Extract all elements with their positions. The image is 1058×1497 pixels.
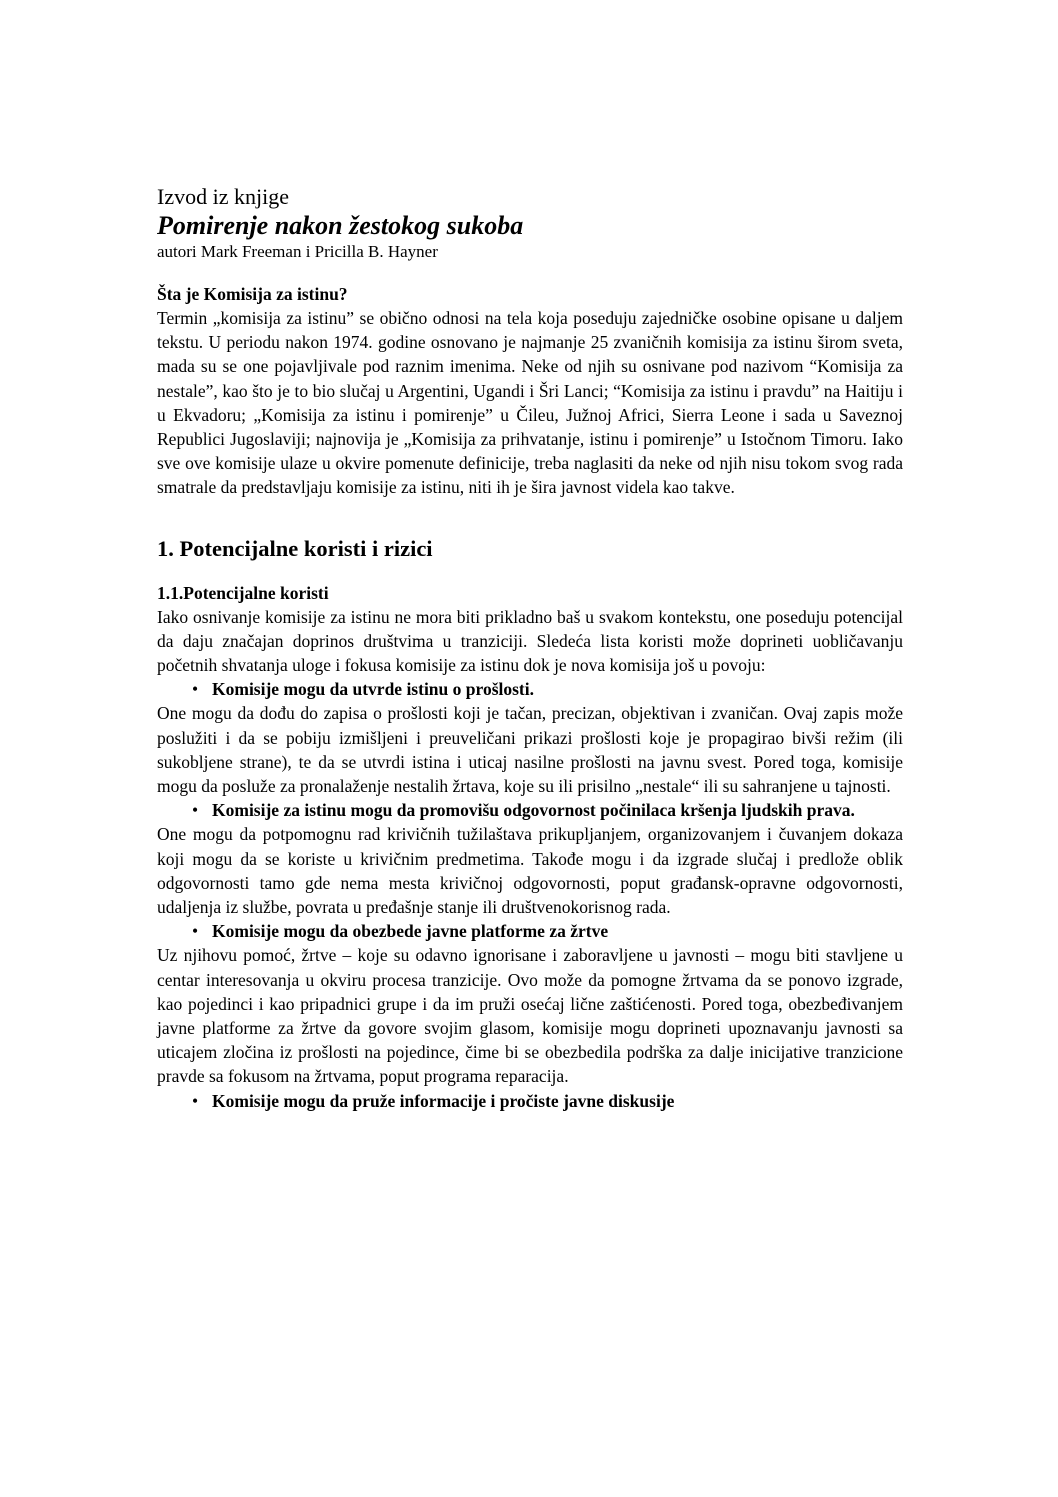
intro-heading: Šta je Komisija za istinu? <box>157 284 348 304</box>
bullet-icon: • <box>192 1090 199 1111</box>
section-title: 1. Potencijalne koristi i rizici <box>157 535 433 561</box>
bullet-heading: Komisije mogu da pruže informacije i pročiste javne diskusije <box>212 1090 675 1111</box>
subsection-title: 1.1.Potencijalne koristi <box>157 582 329 603</box>
bullet-item <box>157 798 903 822</box>
book-title: Pomirenje nakon žestokog sukoba <box>157 211 524 240</box>
bullet-icon: • <box>192 921 199 942</box>
bullet-paragraph: One mogu da potpomognu rad krivičnih tužilaštava prikupljanjem, organizovanjem i čuvanjem dokaza koji mogu da se koriste u krivičnim predmetima. Takođe mogu i da izgrade slučaj i predlože oblik odgovornosti tamo gde nema mesta krivičnoj odgovornosti, poput građansk-opravne odgovornosti, udaljenja iz službe, povrata u pređašnje stanje ili društvenokorisnog rada. <box>157 824 903 918</box>
bullet-paragraph: Uz njihovu pomoć, žrtve – koje su odavno ignorisane i zaboravljene u javnosti – mogu biti stavljene u centar interesovanja u okviru procesa tranzicije. Ovo može da pomogne žrtvama da se ponovo izgrade, kao pojedinci i kao pripadnici grupe i da im pruži osećaj lične zaštićenosti. Pored toga, obezbeđivanjem javne platforme za žrtve da govore svojim glasom, komisije mogu doprineti upoznavanju javnosti sa uticajem zločina iz prošlosti na pojedince, čime bi se obezbedila podrška za dalje inicijative tranzicione pravde sa fokusom na žrtvama, poput programa reparacija. <box>157 945 903 1087</box>
subsection-intro-paragraph: Iako osnivanje komisije za istinu ne mora biti prikladno baš u svakom kontekstu, one poseduju potencijal da daju značajan doprinos društvima u tranziciji. Sledeća lista koristi može doprineti uobličavanju početnih shvatanja uloge i fokusa komisije za istinu dok je nova komisija još u povoju: <box>157 606 903 676</box>
bullet-icon: • <box>192 679 199 700</box>
bullet-item <box>157 1089 903 1113</box>
bullet-heading: Komisije za istinu mogu da promovišu odgovornost počinilaca kršenja ljudskih prava. <box>212 800 855 821</box>
intro-paragraph: Termin „komisija za istinu” se obično odnosi na tela koja poseduju zajedničke osobine opisane u daljem tekstu. U periodu nakon 1974. godine osnovano je najmanje 25 zvaničnih komisija za istinu širom sveta, mada su se one pojavljivale pod raznim imenima. Neke od njih su osnivane pod nazivom “Komisija za nestale”, kao što je to bio slučaj u Argentini, Ugandi i Šri Lanci; “Komisija za istinu i pravdu” na Haitiju i u Ekvadoru; „Komisija za istinu i pomirenje” u Čileu, Južnoj Africi, Sierra Leone i sada u Saveznoj Republici Jugoslaviji; najnovija je „Komisija za prihvatanje, istinu i pomirenje” u Istočnom Timoru. Iako sve ove komisije ulaze u okvire pomenute definicije, treba naglasiti da neke od njih nisu tokom svog rada smatrale da predstavljaju komisije za istinu, niti ih je šira javnost videla kao takve. <box>157 308 903 498</box>
authors-line: autori Mark Freeman i Pricilla B. Hayner <box>157 242 438 261</box>
bullet-item <box>157 919 903 943</box>
document-page <box>157 184 903 1113</box>
document-kicker: Izvod iz knjige <box>157 184 289 209</box>
bullet-heading: Komisije mogu da utvrde istinu o prošlosti. <box>212 679 534 700</box>
bullet-paragraph: One mogu da dođu do zapisa o prošlosti koji je tačan, precizan, objektivan i zvaničan. Ovaj zapis može poslužiti i da se pobiju izmišljeni i preuveličani prikazi prošlosti koje je propagirao bivši režim (ili sukobljene strane), te da se utvrdi istina i uticaj nasilne prošlosti na javnu svest. Pored toga, komisije mogu da posluže za pronalaženje nestalih žrtava, koje su ili prisilno „nestale“ ili su sahranjene u tajnosti. <box>157 703 903 797</box>
bullet-item <box>157 677 903 701</box>
bullet-heading: Komisije mogu da obezbede javne platforme za žrtve <box>212 921 609 942</box>
bullet-icon: • <box>192 800 199 821</box>
